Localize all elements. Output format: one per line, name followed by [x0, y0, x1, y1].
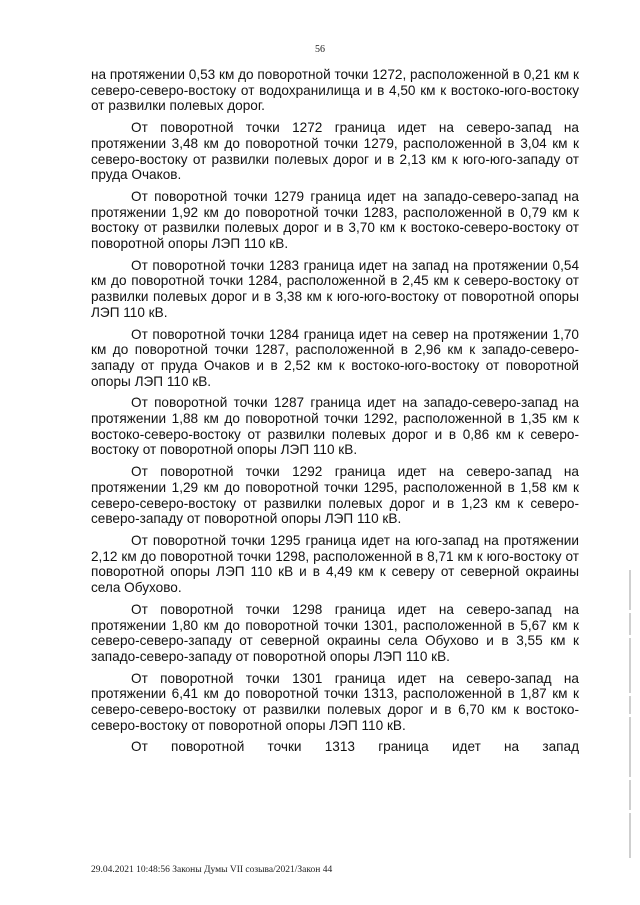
paragraph-7: От поворотной точки 1292 граница идет на северо-запад на протяжении 1,29 км до поворотной точки 1295, расположенной в 1,58 км к северо-северо-востоку от развилки полевых дорог и в 1,23 км к северо-северо-западу от поворотной опоры ЛЭП 110 кВ. — [91, 464, 579, 527]
paragraph-2: От поворотной точки 1272 граница идет на северо-запад на протяжении 3,48 км до поворотной точки 1279, расположенной в 3,04 км к северо-востоку от развилки полевых дорог и в 2,13 км к юго-юго-западу от пруда Очаков. — [91, 120, 579, 183]
paragraph-6: От поворотной точки 1287 граница идет на западо-северо-запад на протяжении 1,88 км до поворотной точки 1292, расположенной в 1,35 км к востоко-северо-востоку от развилки полевых дорог и в 0,86 км к северо-востоку от поворотной опоры ЛЭП 110 кВ. — [91, 395, 579, 458]
paragraph-10: От поворотной точки 1301 граница идет на северо-запад на протяжении 6,41 км до поворотной точки 1313, расположенной в 1,87 км к северо-северо-востоку от развилки полевых дорог и в 6,70 км к востоко-северо-востоку от поворотной опоры ЛЭП 110 кВ. — [91, 670, 579, 733]
paragraph-9: От поворотной точки 1298 граница идет на северо-запад на протяжении 1,80 км до поворотной точки 1301, расположенной в 5,67 км к северо-северо-западу от северной окраины села Обухово и в 3,55 км к западо-северо-западу от поворотной опоры ЛЭП 110 кВ. — [91, 601, 579, 664]
paragraph-8: От поворотной точки 1295 граница идет на юго-запад на протяжении 2,12 км до поворотной точки 1298, расположенной в 8,71 км к юго-востоку от поворотной опоры ЛЭП 110 кВ и в 4,49 км к северу от северной окраины села Обухово. — [91, 532, 579, 596]
paragraph-4: От поворотной точки 1283 граница идет на запад на протяжении 0,54 км до поворотной точки 1284, расположенной в 2,45 км к северо-востоку от развилки полевых дорог и в 3,38 км к юго-юго-востоку от поворотной опоры ЛЭП 110 кВ. — [91, 257, 579, 320]
paragraph-3: От поворотной точки 1279 граница идет на западо-северо-запад на протяжении 1,92 км до поворотной точки 1283, расположенной в 0,79 км к востоку от развилки полевых дорог и в 3,70 км к востоко-северо-востоку от поворотной опоры ЛЭП 110 кВ. — [91, 188, 579, 252]
margin-watermark — [626, 570, 634, 900]
paragraph-1: на протяжении 0,53 км до поворотной точки 1272, расположенной в 0,21 км к северо-северо-востоку от водохранилища и в 4,50 км к востоко-юго-востоку от развилки полевых дорог. — [91, 67, 579, 114]
paragraph-11: От поворотной точки 1313 граница идет на запад — [131, 739, 579, 755]
document-body — [91, 67, 579, 755]
paragraph-5: От поворотной точки 1284 граница идет на север на протяжении 1,70 км до поворотной точки 1287, расположенной в 2,96 км к западо-северо-западу от пруда Очаков и в 2,52 км к востоко-юго-востоку от поворотной опоры ЛЭП 110 кВ. — [91, 326, 579, 389]
page-number: 56 — [315, 44, 325, 55]
footer-stamp: 29.04.2021 10:48:56 Законы Думы VII созыва/2021/Закон 44 — [91, 865, 333, 875]
